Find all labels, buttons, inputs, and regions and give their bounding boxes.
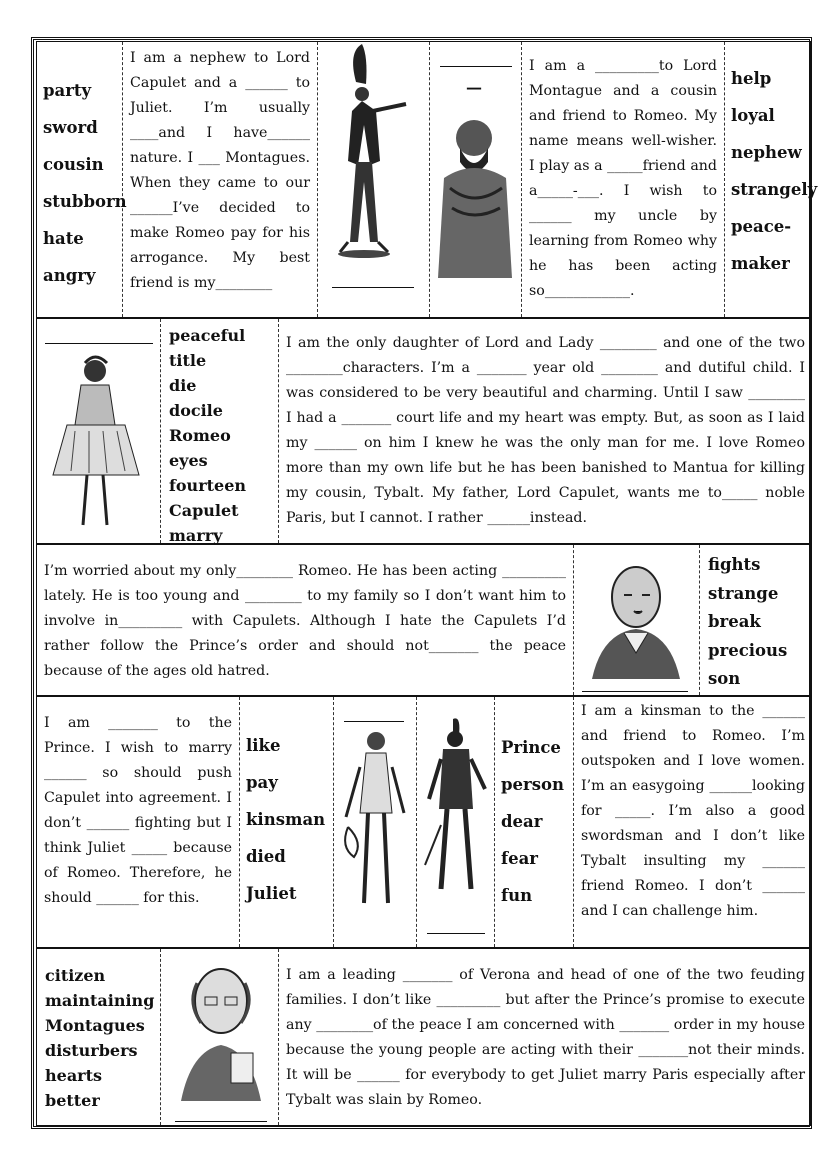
- row5-words-word: better: [45, 1091, 100, 1110]
- paragraph-montague: I’m worried about my only________ Romeo. He has been acting _________ lately. He is too young and ________ to my family so I don’t want him to involve in_________ with Capulets. Although I hate the Capulets I’d rather follow the Prince’s order and should not_______ the peace because of the ages old hatred.: [44, 563, 566, 679]
- row5-words-word: disturbers: [45, 1041, 138, 1060]
- row3-words-word: precious: [708, 640, 788, 660]
- row4-words_b-word: dear: [501, 812, 543, 831]
- row1-words-word: sword: [43, 118, 98, 137]
- row1-words_b-word: strangely: [731, 180, 818, 199]
- word-bank-juliet: [161, 319, 279, 543]
- row1-words-word: stubborn: [43, 192, 127, 211]
- row2-words-word: peaceful: [169, 326, 246, 345]
- row1-words_b-word: peace-: [731, 217, 792, 236]
- row5-words-word: Montagues: [45, 1016, 145, 1035]
- row2-words-word: die: [169, 376, 197, 395]
- picture-tybalt: [318, 42, 430, 317]
- name-blank-dash: —: [466, 78, 482, 97]
- text-mercutio: [574, 697, 812, 947]
- row3-words-word: son: [708, 669, 741, 688]
- text-paris: [37, 697, 240, 947]
- row1-words-word: party: [43, 81, 92, 100]
- word-bank-benvolio: [725, 42, 818, 317]
- row-capulet: [36, 948, 811, 1126]
- text-benvolio: [522, 42, 725, 317]
- text-juliet: [279, 319, 812, 543]
- row1-words_b-word: loyal: [731, 106, 775, 125]
- word-bank-capulet: [37, 949, 161, 1125]
- paragraph-paris: I am _______ to the Prince. I wish to marry ______ so should push Capulet into agreement. I don’t ______ fighting but I think Juliet _____ because of Romeo. Therefore, he should ______ for this.: [44, 715, 232, 906]
- juliet-figure-image: [37, 351, 161, 541]
- row1-words_b-word: help: [731, 69, 772, 88]
- row3-words-word: break: [708, 612, 761, 631]
- row2-words-word: title: [169, 351, 207, 370]
- paris-figure-image: [334, 727, 417, 927]
- row4-words_a-word: died: [246, 847, 286, 866]
- row2-words-word: marry: [169, 526, 223, 545]
- text-montague: [37, 545, 574, 695]
- row-juliet: [36, 318, 811, 544]
- paragraph-juliet: I am the only daughter of Lord and Lady ________ and one of the two ________characters. I’m a _______ year old ________ and dutiful child. I was considered to be very beautiful and charming. Until I saw ________ I had a _______ court life and my heart was empty. But, as soon as I laid my ______ on him I knew he was the only man for me. I love Romeo more than my own life but he has been banished to Mantua for killing my cousin, Tybalt. My father, Lord Capulet, wants me to_____ noble Paris, but I cannot. I rather ______instead.: [286, 335, 805, 526]
- row3-words-word: fights: [708, 555, 761, 574]
- picture-capulet: [161, 949, 279, 1125]
- benvolio-portrait-image: [430, 108, 522, 288]
- word-bank-paris: [240, 697, 334, 947]
- paragraph-benvolio: I am a _________to Lord Montague and a cousin and friend to Romeo. My name means well-wisher. I play as a _____friend and a_____-___. I wish to ______ my uncle by learning from Romeo why he has been acting so____________.: [529, 58, 717, 299]
- row1-words-word: angry: [43, 266, 96, 285]
- picture-montague: [574, 545, 700, 695]
- mercutio-figure-image: [417, 715, 495, 915]
- word-bank-montague: [700, 545, 812, 695]
- row1-words-word: hate: [43, 229, 84, 248]
- row4-words_b-word: person: [501, 775, 565, 794]
- picture-paris: [334, 697, 417, 947]
- row1-words_b-word: maker: [731, 254, 790, 273]
- row3-words-word: strange: [708, 583, 779, 603]
- row5-words-word: hearts: [45, 1066, 103, 1085]
- name-blank-juliet[interactable]: [45, 343, 153, 344]
- tybalt-figure-image: [318, 42, 430, 282]
- row2-words-word: fourteen: [169, 476, 246, 495]
- row2-words-word: Romeo: [169, 426, 231, 445]
- paragraph-mercutio: I am a kinsman to the ______ and friend to Romeo. I’m outspoken and I love women. I’m an easygoing ______looking for _____. I’m also a good swordsman and I don’t like Tybalt insulting my ______ friend Romeo. I don’t ______ and I can challenge him.: [581, 703, 805, 919]
- row2-words-word: Capulet: [169, 501, 239, 520]
- picture-mercutio: [417, 697, 495, 947]
- row-tybalt-benvolio: [36, 41, 818, 318]
- row5-words-word: maintaining: [45, 991, 155, 1010]
- row1-words-word: cousin: [43, 155, 104, 174]
- capulet-portrait-image: [161, 953, 279, 1103]
- row4-words_a-word: like: [246, 736, 281, 755]
- row5-words-word: citizen: [45, 966, 106, 985]
- text-capulet: [279, 949, 812, 1125]
- word-bank-mercutio: [495, 697, 574, 947]
- row-montague: [36, 544, 811, 696]
- row4-words_a-word: pay: [246, 773, 278, 792]
- row4-words_b-word: fear: [501, 849, 538, 868]
- text-tybalt: [123, 42, 318, 317]
- row1-words_b-word: nephew: [731, 143, 802, 162]
- row-paris-mercutio: [36, 696, 811, 948]
- word-bank-tybalt: [37, 42, 127, 317]
- row4-words_a-word: Juliet: [246, 884, 297, 903]
- row4-words_b-word: Prince: [501, 738, 561, 757]
- name-blank-paris[interactable]: [344, 721, 404, 722]
- paragraph-capulet: I am a leading _______ of Verona and head of one of the two feuding families. I don’t like _________ but after the Prince’s promise to execute any ________of the peace I am concerned with _______ order in my house because the young people are acting with their _______not their minds. It will be ______ for everybody to get Juliet marry Paris especially after Tybalt was slain by Romeo.: [286, 967, 805, 1108]
- picture-benvolio: [430, 42, 522, 317]
- row2-words-word: docile: [169, 401, 223, 420]
- name-blank-capulet[interactable]: [175, 1121, 267, 1122]
- picture-juliet: [37, 319, 161, 543]
- name-blank-tybalt[interactable]: [332, 287, 414, 288]
- row4-words_a-word: kinsman: [246, 810, 326, 829]
- row4-words_b-word: fun: [501, 886, 533, 905]
- name-blank-benvolio[interactable]: [440, 66, 512, 67]
- row2-words-word: eyes: [169, 451, 208, 470]
- paragraph-tybalt: I am a nephew to Lord Capulet and a ______ to Juliet. I’m usually ____and I have______ nature. I ___ Montagues. When they came to our ______I’ve decided to make Romeo pay for his arrogance. My best friend is my________: [130, 50, 310, 291]
- name-blank-mercutio[interactable]: [427, 933, 485, 934]
- name-blank-montague[interactable]: [582, 691, 688, 692]
- montague-portrait-image: [574, 551, 700, 681]
